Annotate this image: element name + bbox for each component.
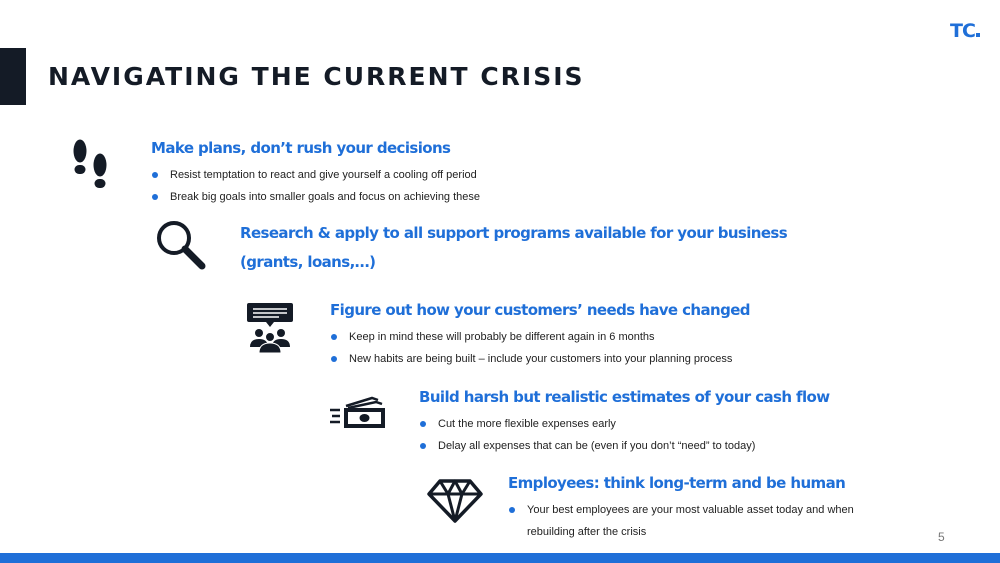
bullet-item: New habits are being built – include your customers into your planning process — [330, 348, 750, 370]
page-number: 5 — [938, 530, 945, 544]
company-logo — [950, 20, 980, 42]
logo-text: TC — [950, 20, 975, 42]
item-heading: Employees: think long-term and be human — [508, 474, 846, 492]
footprints-icon — [70, 138, 112, 196]
bullet-list — [330, 326, 750, 370]
item-research-apply — [240, 219, 787, 277]
bullet-list — [419, 413, 830, 457]
bullet-list — [151, 164, 480, 208]
item-heading: Build harsh but realistic estimates of your cash flow — [419, 388, 830, 406]
item-heading: Make plans, don’t rush your decisions — [151, 139, 451, 157]
item-cash-flow — [419, 383, 830, 457]
diamond-icon — [426, 478, 484, 524]
bullet-item: Your best employees are your most valuable asset today and when rebuilding after the crisis — [508, 499, 858, 543]
magnifying-glass-icon — [154, 218, 208, 272]
bottom-accent-bar — [0, 553, 1000, 563]
item-customer-needs — [330, 296, 750, 370]
bullet-item: Cut the more flexible expenses early — [419, 413, 830, 435]
cash-icon — [328, 394, 388, 430]
item-heading-line: Research & apply to all support programs available for your business — [240, 224, 788, 242]
bullet-item: Delay all expenses that can be (even if you don’t “need” to today) — [419, 435, 830, 457]
item-employees — [508, 469, 858, 543]
bullet-item: Keep in mind these will probably be different again in 6 months — [330, 326, 750, 348]
item-heading-line: (grants, loans,…) — [240, 253, 376, 271]
customers-speech-icon — [246, 303, 294, 353]
title-accent-bar — [0, 48, 26, 105]
bullet-list — [508, 499, 858, 543]
slide-title: NAVIGATING THE CURRENT CRISIS — [48, 62, 585, 91]
item-make-plans — [151, 134, 480, 208]
item-heading: Figure out how your customers’ needs have changed — [330, 301, 750, 319]
bullet-item: Resist temptation to react and give yourself a cooling off period — [151, 164, 480, 186]
bullet-item: Break big goals into smaller goals and focus on achieving these — [151, 186, 480, 208]
